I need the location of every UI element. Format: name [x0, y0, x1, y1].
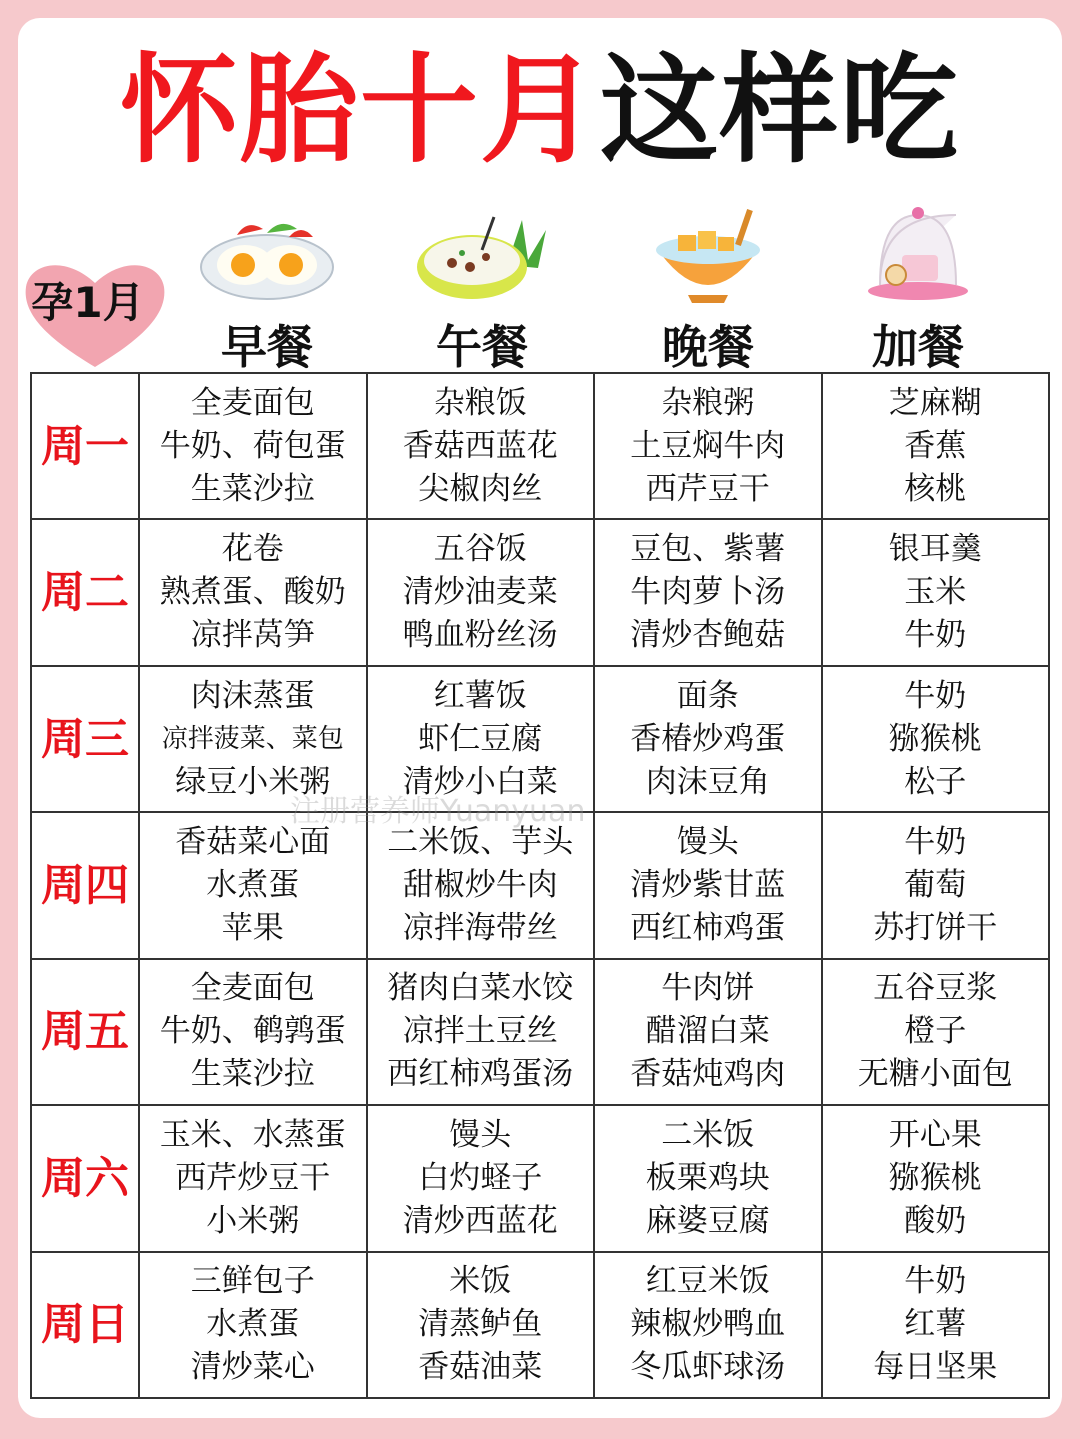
menu-cell — [139, 812, 367, 958]
menu-item: 鸭血粉丝汤 — [402, 617, 558, 654]
menu-cell — [594, 373, 822, 519]
menu-item: 清炒小白菜 — [402, 763, 558, 800]
menu-cell — [822, 1105, 1050, 1251]
menu-item: 清炒西蓝花 — [402, 1202, 558, 1239]
meal-label-lunch: 午餐 — [436, 320, 528, 374]
menu-item: 清炒紫甘蓝 — [630, 866, 786, 903]
menu-cell — [139, 519, 367, 665]
menu-item: 土豆焖牛肉 — [630, 427, 786, 464]
menu-cell — [594, 812, 822, 958]
menu-item: 芝麻糊 — [888, 384, 982, 421]
meal-label-breakfast: 早餐 — [221, 320, 313, 374]
menu-item: 红豆米饭 — [645, 1263, 770, 1300]
page-title — [0, 40, 1080, 180]
menu-item: 花卷 — [221, 531, 284, 568]
menu-item: 小米粥 — [206, 1202, 300, 1239]
fried-eggs-icon — [197, 205, 337, 305]
menu-item: 五谷豆浆 — [873, 970, 998, 1007]
day-label: 周日 — [31, 1252, 139, 1398]
menu-item: 葡萄 — [904, 866, 967, 903]
menu-cell — [594, 666, 822, 812]
menu-item: 西芹炒豆干 — [175, 1159, 331, 1196]
menu-item: 每日坚果 — [873, 1349, 998, 1386]
table-row — [31, 1252, 1049, 1398]
menu-item: 香蕉 — [904, 427, 967, 464]
meal-label-snack: 加餐 — [872, 320, 964, 374]
meal-header-dinner — [618, 205, 798, 377]
menu-item: 香菇油菜 — [418, 1349, 543, 1386]
menu-cell — [367, 1252, 595, 1398]
watermark-text: 注册营养师Yuanyuan — [290, 794, 586, 829]
meal-header-lunch — [392, 205, 572, 377]
menu-item: 水煮蛋 — [206, 866, 300, 903]
menu-item: 熟煮蛋、酸奶 — [159, 574, 346, 611]
meal-label-dinner: 晚餐 — [662, 320, 754, 374]
menu-item: 杂粮粥 — [661, 384, 755, 421]
table-row — [31, 373, 1049, 519]
menu-item: 香菇炖鸡肉 — [630, 1056, 786, 1093]
menu-item: 凉拌菠菜、菜包 — [161, 723, 344, 754]
table-row — [31, 1105, 1049, 1251]
menu-item: 酸奶 — [904, 1202, 967, 1239]
menu-cell — [822, 1252, 1050, 1398]
menu-item: 豆包、紫薯 — [630, 531, 786, 568]
menu-item: 肉沫蒸蛋 — [190, 677, 315, 714]
menu-item: 松子 — [904, 763, 967, 800]
menu-item: 西红柿鸡蛋 — [630, 909, 786, 946]
title-black: 这样吃 — [600, 41, 961, 179]
menu-item: 牛奶、鹌鹑蛋 — [159, 1013, 346, 1050]
menu-item: 凉拌海带丝 — [402, 909, 558, 946]
rice-pineapple-icon — [412, 205, 552, 305]
menu-cell — [822, 373, 1050, 519]
menu-item: 绿豆小米粥 — [175, 763, 331, 800]
menu-item: 无糖小面包 — [857, 1056, 1013, 1093]
menu-item: 西红柿鸡蛋汤 — [387, 1056, 574, 1093]
menu-item: 猕猴桃 — [888, 720, 982, 757]
menu-item: 二米饭、芋头 — [387, 823, 574, 860]
menu-item: 三鲜包子 — [190, 1263, 315, 1300]
menu-item: 玉米、水蒸蛋 — [159, 1116, 346, 1153]
meal-header-snack — [828, 205, 1008, 377]
menu-item: 二米饭 — [661, 1116, 755, 1153]
menu-item: 橙子 — [904, 1013, 967, 1050]
menu-item: 虾仁豆腐 — [418, 720, 543, 757]
menu-cell — [822, 519, 1050, 665]
menu-cell — [594, 959, 822, 1105]
day-label: 周二 — [31, 519, 139, 665]
menu-item: 冬瓜虾球汤 — [630, 1349, 786, 1386]
menu-item: 辣椒炒鸭血 — [630, 1306, 786, 1343]
menu-cell — [594, 1252, 822, 1398]
table-row — [31, 519, 1049, 665]
menu-item: 麻婆豆腐 — [645, 1202, 770, 1239]
menu-item: 牛肉萝卜汤 — [630, 574, 786, 611]
menu-item: 开心果 — [888, 1116, 982, 1153]
menu-item: 清蒸鲈鱼 — [418, 1306, 543, 1343]
menu-cell — [822, 959, 1050, 1105]
menu-item: 香菇菜心面 — [175, 823, 331, 860]
table-row — [31, 959, 1049, 1105]
menu-cell — [367, 959, 595, 1105]
menu-cell — [139, 1252, 367, 1398]
menu-cell — [139, 959, 367, 1105]
menu-item: 香菇西蓝花 — [402, 427, 558, 464]
menu-item: 馒头 — [449, 1116, 512, 1153]
menu-cell — [822, 666, 1050, 812]
menu-cell — [822, 812, 1050, 958]
menu-item: 牛肉饼 — [661, 970, 755, 1007]
menu-item: 牛奶、荷包蛋 — [159, 427, 346, 464]
menu-cell — [367, 519, 595, 665]
menu-item: 苏打饼干 — [873, 909, 998, 946]
day-label: 周六 — [31, 1105, 139, 1251]
menu-item: 红薯 — [904, 1306, 967, 1343]
menu-cell — [139, 373, 367, 519]
table-row — [31, 812, 1049, 958]
menu-item: 清炒菜心 — [190, 1349, 315, 1386]
menu-item: 水煮蛋 — [206, 1306, 300, 1343]
day-label: 周五 — [31, 959, 139, 1105]
menu-item: 红薯饭 — [433, 677, 527, 714]
menu-item: 凉拌莴笋 — [190, 617, 315, 654]
menu-item: 面条 — [676, 677, 739, 714]
menu-item: 甜椒炒牛肉 — [402, 866, 558, 903]
menu-item: 核桃 — [904, 470, 967, 507]
menu-item: 香椿炒鸡蛋 — [630, 720, 786, 757]
menu-cell — [594, 519, 822, 665]
menu-item: 银耳羹 — [888, 531, 982, 568]
menu-item: 牛奶 — [904, 1263, 967, 1300]
menu-item: 板栗鸡块 — [645, 1159, 770, 1196]
menu-item: 苹果 — [221, 909, 284, 946]
menu-item: 白灼蛏子 — [418, 1159, 543, 1196]
menu-item: 肉沫豆角 — [645, 763, 770, 800]
title-red: 怀胎十月 — [119, 41, 600, 179]
weekly-menu-table — [30, 372, 1050, 1399]
menu-item: 全麦面包 — [190, 384, 315, 421]
menu-item: 醋溜白菜 — [645, 1013, 770, 1050]
day-label: 周三 — [31, 666, 139, 812]
menu-item: 馒头 — [676, 823, 739, 860]
menu-cell — [367, 373, 595, 519]
tofu-bowl-icon — [638, 205, 778, 305]
cake-dome-icon — [848, 205, 988, 305]
menu-cell — [139, 1105, 367, 1251]
menu-item: 猪肉白菜水饺 — [387, 970, 574, 1007]
menu-item: 清炒油麦菜 — [402, 574, 558, 611]
day-label: 周四 — [31, 812, 139, 958]
menu-item: 凉拌土豆丝 — [402, 1013, 558, 1050]
menu-item: 生菜沙拉 — [190, 1056, 315, 1093]
day-label: 周一 — [31, 373, 139, 519]
menu-cell — [594, 1105, 822, 1251]
menu-cell — [367, 1105, 595, 1251]
menu-item: 牛奶 — [904, 677, 967, 714]
menu-item: 米饭 — [449, 1263, 512, 1300]
meal-header-breakfast — [177, 205, 357, 377]
menu-item: 五谷饭 — [433, 531, 527, 568]
menu-item: 尖椒肉丝 — [418, 470, 543, 507]
menu-cell — [367, 812, 595, 958]
month-badge-label: 孕1月 — [31, 278, 145, 327]
menu-item: 猕猴桃 — [888, 1159, 982, 1196]
menu-item: 全麦面包 — [190, 970, 315, 1007]
menu-item: 西芹豆干 — [645, 470, 770, 507]
menu-item: 牛奶 — [904, 617, 967, 654]
menu-item: 玉米 — [904, 574, 967, 611]
menu-item: 生菜沙拉 — [190, 470, 315, 507]
menu-item: 杂粮饭 — [433, 384, 527, 421]
menu-item: 牛奶 — [904, 823, 967, 860]
menu-item: 清炒杏鲍菇 — [630, 617, 786, 654]
